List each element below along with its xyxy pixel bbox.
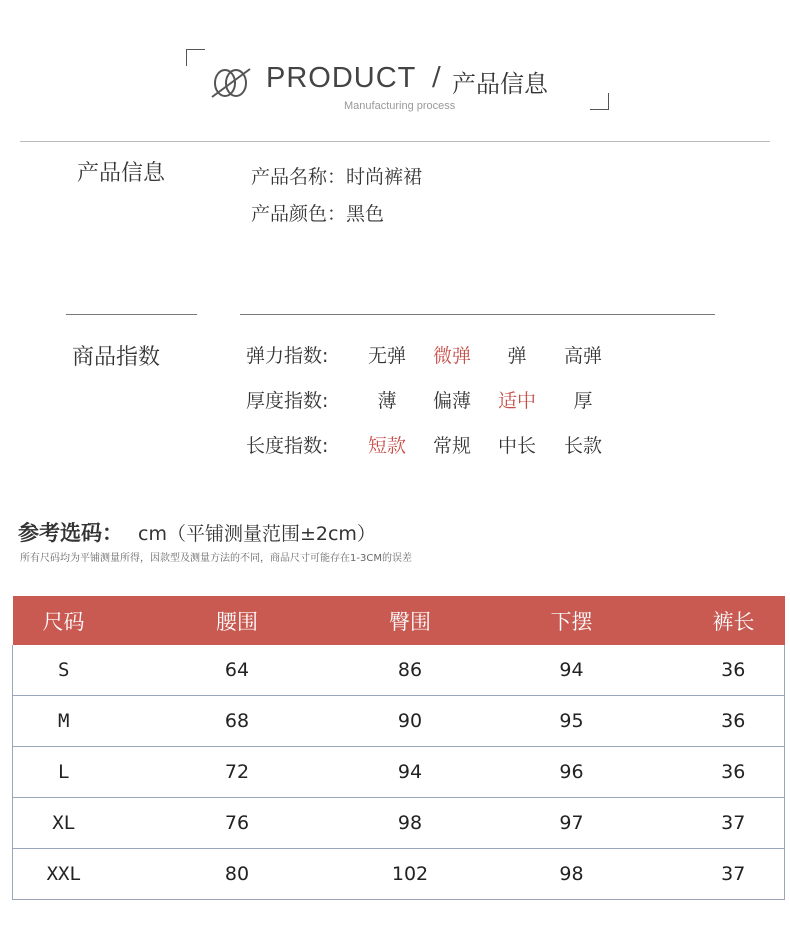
table-cell: S	[13, 645, 115, 696]
table-cell: 94	[360, 747, 461, 798]
index-option: 无弹	[367, 345, 406, 367]
size-table	[12, 596, 785, 900]
table-cell: M	[13, 696, 115, 747]
index-option: 薄	[377, 390, 397, 412]
table-cell: 80	[115, 849, 360, 900]
column-header-size: 尺码	[13, 596, 115, 645]
table-cell: XXL	[13, 849, 115, 900]
table-row	[13, 696, 785, 747]
table-cell: 68	[115, 696, 360, 747]
header-title-cn: 产品信息	[452, 70, 548, 98]
product-color-line: 产品颜色：黑色	[251, 203, 385, 225]
index-label: 长度指数:	[246, 435, 329, 457]
table-row	[13, 645, 785, 696]
column-header-hip: 臀围	[360, 596, 461, 645]
index-option: 中长	[497, 435, 536, 457]
size-table-header-row	[13, 596, 785, 645]
table-cell: 98	[360, 798, 461, 849]
size-reference-unit: cm（平铺测量范围±2cm）	[138, 523, 376, 545]
header-title-slash: /	[432, 62, 441, 92]
table-cell: 95	[461, 696, 683, 747]
table-row	[13, 849, 785, 900]
indices-heading: 商品指数	[72, 345, 161, 370]
table-cell: 90	[360, 696, 461, 747]
table-cell: 72	[115, 747, 360, 798]
index-option: 高弹	[563, 345, 602, 367]
table-row	[13, 747, 785, 798]
table-cell: 97	[461, 798, 683, 849]
index-option: 适中	[497, 390, 536, 412]
table-cell: 102	[360, 849, 461, 900]
product-info-heading: 产品信息	[77, 161, 166, 186]
table-cell: 94	[461, 645, 683, 696]
corner-bracket-top-left	[186, 49, 205, 66]
column-header-waist: 腰围	[115, 596, 360, 645]
table-cell: 37	[683, 798, 785, 849]
table-cell: 37	[683, 849, 785, 900]
index-option: 偏薄	[432, 390, 471, 412]
product-name-line: 产品名称：时尚裤裙	[251, 166, 423, 188]
table-cell: 98	[461, 849, 683, 900]
table-cell: 96	[461, 747, 683, 798]
table-cell: 36	[683, 645, 785, 696]
table-cell: XL	[13, 798, 115, 849]
table-row	[13, 798, 785, 849]
section-divider-right	[240, 314, 715, 315]
column-header-length: 裤长	[683, 596, 785, 645]
size-reference-title: 参考选码：	[18, 521, 123, 545]
index-option: 长款	[563, 435, 602, 457]
index-option: 微弹	[432, 345, 471, 367]
index-option: 常规	[432, 435, 471, 457]
index-label: 弹力指数:	[246, 345, 329, 367]
size-reference-note: 所有尺码均为平铺测量所得，因款型及测量方法的不同，商品尺寸可能存在1-3CM的误差	[20, 553, 412, 564]
section-divider-left	[66, 314, 197, 315]
index-label: 厚度指数:	[246, 390, 329, 412]
top-divider	[20, 141, 770, 142]
table-cell: 36	[683, 696, 785, 747]
diagonal-ellipses-icon	[208, 66, 254, 100]
index-option: 厚	[573, 390, 593, 412]
table-cell: 76	[115, 798, 360, 849]
table-cell: 64	[115, 645, 360, 696]
table-cell: 36	[683, 747, 785, 798]
index-option: 短款	[367, 435, 406, 457]
table-cell: L	[13, 747, 115, 798]
header-title-en: PRODUCT	[266, 62, 417, 94]
index-option: 弹	[507, 345, 527, 367]
header-subtitle: Manufacturing process	[344, 100, 456, 112]
corner-bracket-bottom-right	[590, 93, 609, 110]
table-cell: 86	[360, 645, 461, 696]
column-header-hem: 下摆	[461, 596, 683, 645]
